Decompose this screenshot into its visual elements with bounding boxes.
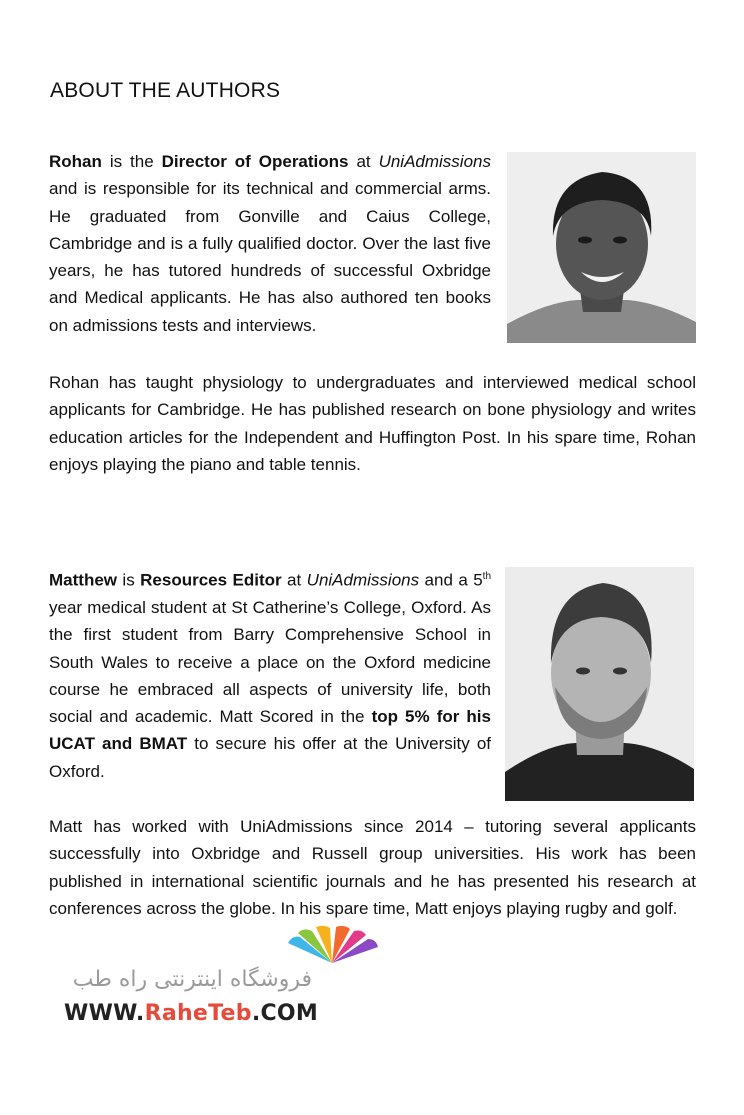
book-fan-icon [282, 925, 382, 965]
rahe-teb-watermark [60, 925, 320, 1025]
matthew-role: Resources Editor [140, 570, 282, 590]
rohan-bio-continued: Rohan has taught physiology to undergraduates and interviewed medical school applicants for Cambridge. He has published research on bone physiology and writes education articles for the Independent and Huffington Post. In his spare time, Rohan enjoys playing the piano and table tennis. [49, 373, 696, 474]
rohan-role: Director of Operations [161, 152, 349, 171]
watermark-url: WWW.RaheTeb.COM [64, 1001, 319, 1026]
matthew-bio: Matthew is Resources Editor at UniAdmissions and a 5th year medical student at St Catherine’s College, Oxford. As the first student from Barry Comprehensive School in South Wales to receive a place on the Oxford medicine course he embraced all aspects of university life, both social and academic. Matt Scored in the top 5% for his UCAT and BMAT to secure his offer at the University of Oxford. [49, 570, 492, 781]
rohan-name: Rohan [49, 152, 102, 171]
watermark-persian-text: فروشگاه اینترنتی راه طب [72, 967, 312, 992]
section-heading: ABOUT THE AUTHORS [50, 79, 281, 102]
matthew-bio-continued: Matt has worked with UniAdmissions since 2014 – tutoring several applicants successfully into Oxbridge and Russell group universities. His work has been published in international scientific journals and he has presented his research at conferences across the globe. In his spare time, Matt enjoys playing rugby and golf. [49, 817, 696, 918]
matthew-name: Matthew [49, 570, 117, 590]
matthew-photo [505, 567, 694, 801]
matthew-score-highlight: top 5% for his UCAT and BMAT [49, 707, 491, 754]
rohan-photo [507, 152, 696, 343]
rohan-org: UniAdmissions [378, 152, 491, 171]
matthew-org: UniAdmissions [306, 570, 420, 590]
rohan-bio: Rohan is the Director of Operations at UniAdmissions and is responsible for its technical and commercial arms. He graduated from Gonville and Caius College, Cambridge and is a fully qualified doctor. Over the last five years, he has tutored hundreds of successful Oxbridge and Medical applicants. He has also authored ten books on admissions tests and interviews. [49, 152, 491, 335]
